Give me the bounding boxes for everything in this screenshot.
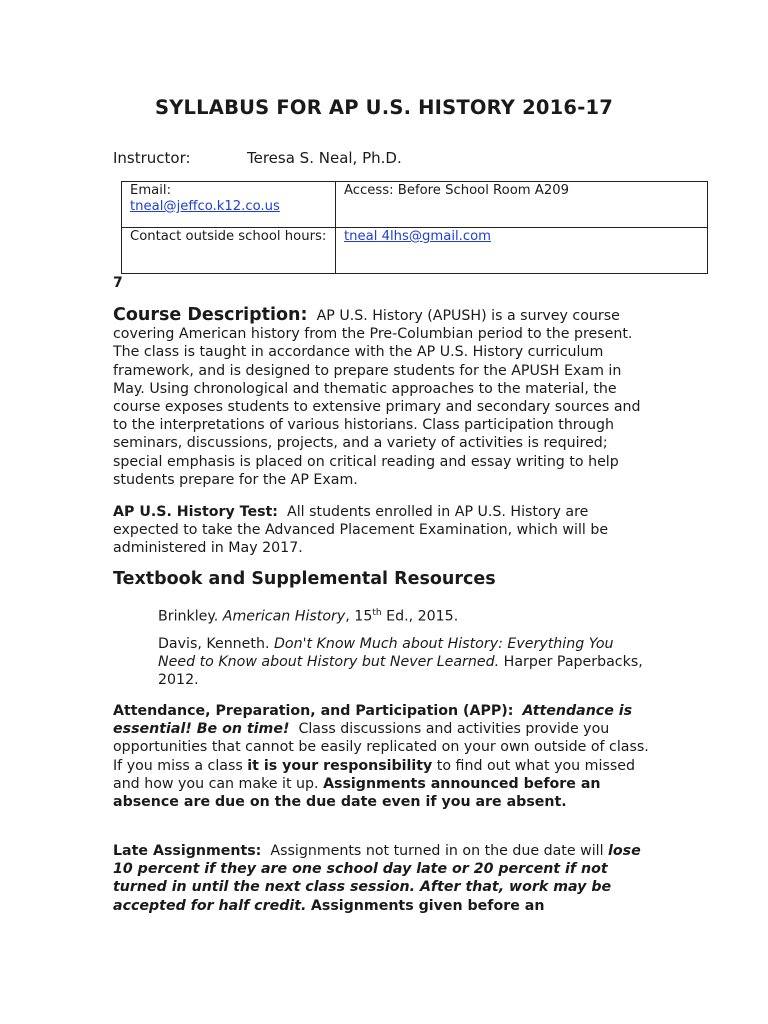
ref1-edition-suffix: th: [372, 608, 382, 618]
ap-test-heading: AP U.S. History Test:: [113, 504, 278, 520]
ref2-title: Don't Know Much about History: Everything You Need to Know about History but Never Learned.: [158, 636, 614, 671]
late-bold-end: Assignments given before an: [310, 897, 545, 914]
course-description-heading: Course Description:: [113, 305, 308, 325]
ref2-rest: Harper Paperbacks, 2012.: [158, 654, 643, 689]
instructor-line: [113, 149, 402, 167]
stray-number: 7: [113, 275, 123, 291]
app-emphasis: Attendance is essential! Be on time!: [113, 703, 633, 738]
textbook-heading: Textbook and Supplemental Resources: [113, 569, 496, 589]
ap-test-text: All students enrolled in AP U.S. History are expected to take the Advanced Placement Examination, which will be administered in May 2017.: [113, 504, 609, 557]
reference-davis: [158, 635, 648, 690]
outside-hours-label: Contact outside school hours:: [122, 228, 336, 274]
late-policy-emphasis: lose 10 percent if they are one school day late or 20 percent if not turned in until the next class session. After that, work may be accepted for half credit.: [113, 843, 641, 914]
reference-brinkley: [158, 604, 648, 626]
late-assignments-paragraph: [113, 842, 653, 915]
app-paragraph: [113, 702, 653, 811]
table-row: [122, 182, 708, 228]
ref1-rest: Ed., 2015.: [381, 608, 459, 625]
table-row: [122, 228, 708, 274]
instructor-name: Teresa S. Neal, Ph.D.: [247, 149, 402, 167]
ref2-author: Davis, Kenneth.: [158, 636, 274, 652]
outside-email-cell: [336, 228, 708, 274]
contact-table: [121, 181, 708, 274]
email-cell: [122, 182, 336, 228]
email-label: Email:: [130, 183, 172, 198]
ref1-author: Brinkley.: [158, 608, 223, 625]
late-heading: Late Assignments:: [113, 843, 262, 859]
ref1-title: American History: [222, 608, 346, 625]
email-link[interactable]: tneal@jeffco.k12.co.us: [130, 199, 280, 214]
app-bold-2: Assignments announced before an absence are due on the due date even if you are absent.: [113, 775, 601, 811]
app-text-1: Class discussions and activities provide you opportunities that cannot be easily replicated on your own outside of class. If you miss a class: [113, 721, 649, 774]
ref1-edition: , 15: [345, 608, 373, 625]
ap-test-paragraph: [113, 503, 653, 558]
course-description-text: AP U.S. History (APUSH) is a survey course covering American history from the Pre-Columbian period to the present. The class is taught in accordance with the AP U.S. History curriculum framework, and is designed to prepare students for the APUSH Exam in May. Using chronological and thematic approaches to the material, the course exposes students to extensive primary and secondary sources and to the interpretations of various historians. Class participation through seminars, discussions, projects, and a variety of activities is required; special emphasis is placed on critical reading and essay writing to help students prepare for the AP Exam.: [113, 308, 641, 488]
page-title: SYLLABUS FOR AP U.S. HISTORY 2016-17: [154, 96, 614, 119]
late-text: Assignments not turned in on the due date will: [270, 843, 604, 859]
instructor-label: Instructor:: [113, 149, 191, 167]
app-text-2: to find out what you missed and how you can make it up.: [113, 757, 635, 792]
access-cell: Access: Before School Room A209: [336, 182, 708, 228]
outside-email-link[interactable]: tneal 4lhs@gmail.com: [344, 229, 492, 244]
app-bold-1: it is your responsibility: [247, 757, 433, 774]
app-heading: Attendance, Preparation, and Participation (APP):: [113, 703, 514, 719]
course-description: [113, 306, 653, 489]
